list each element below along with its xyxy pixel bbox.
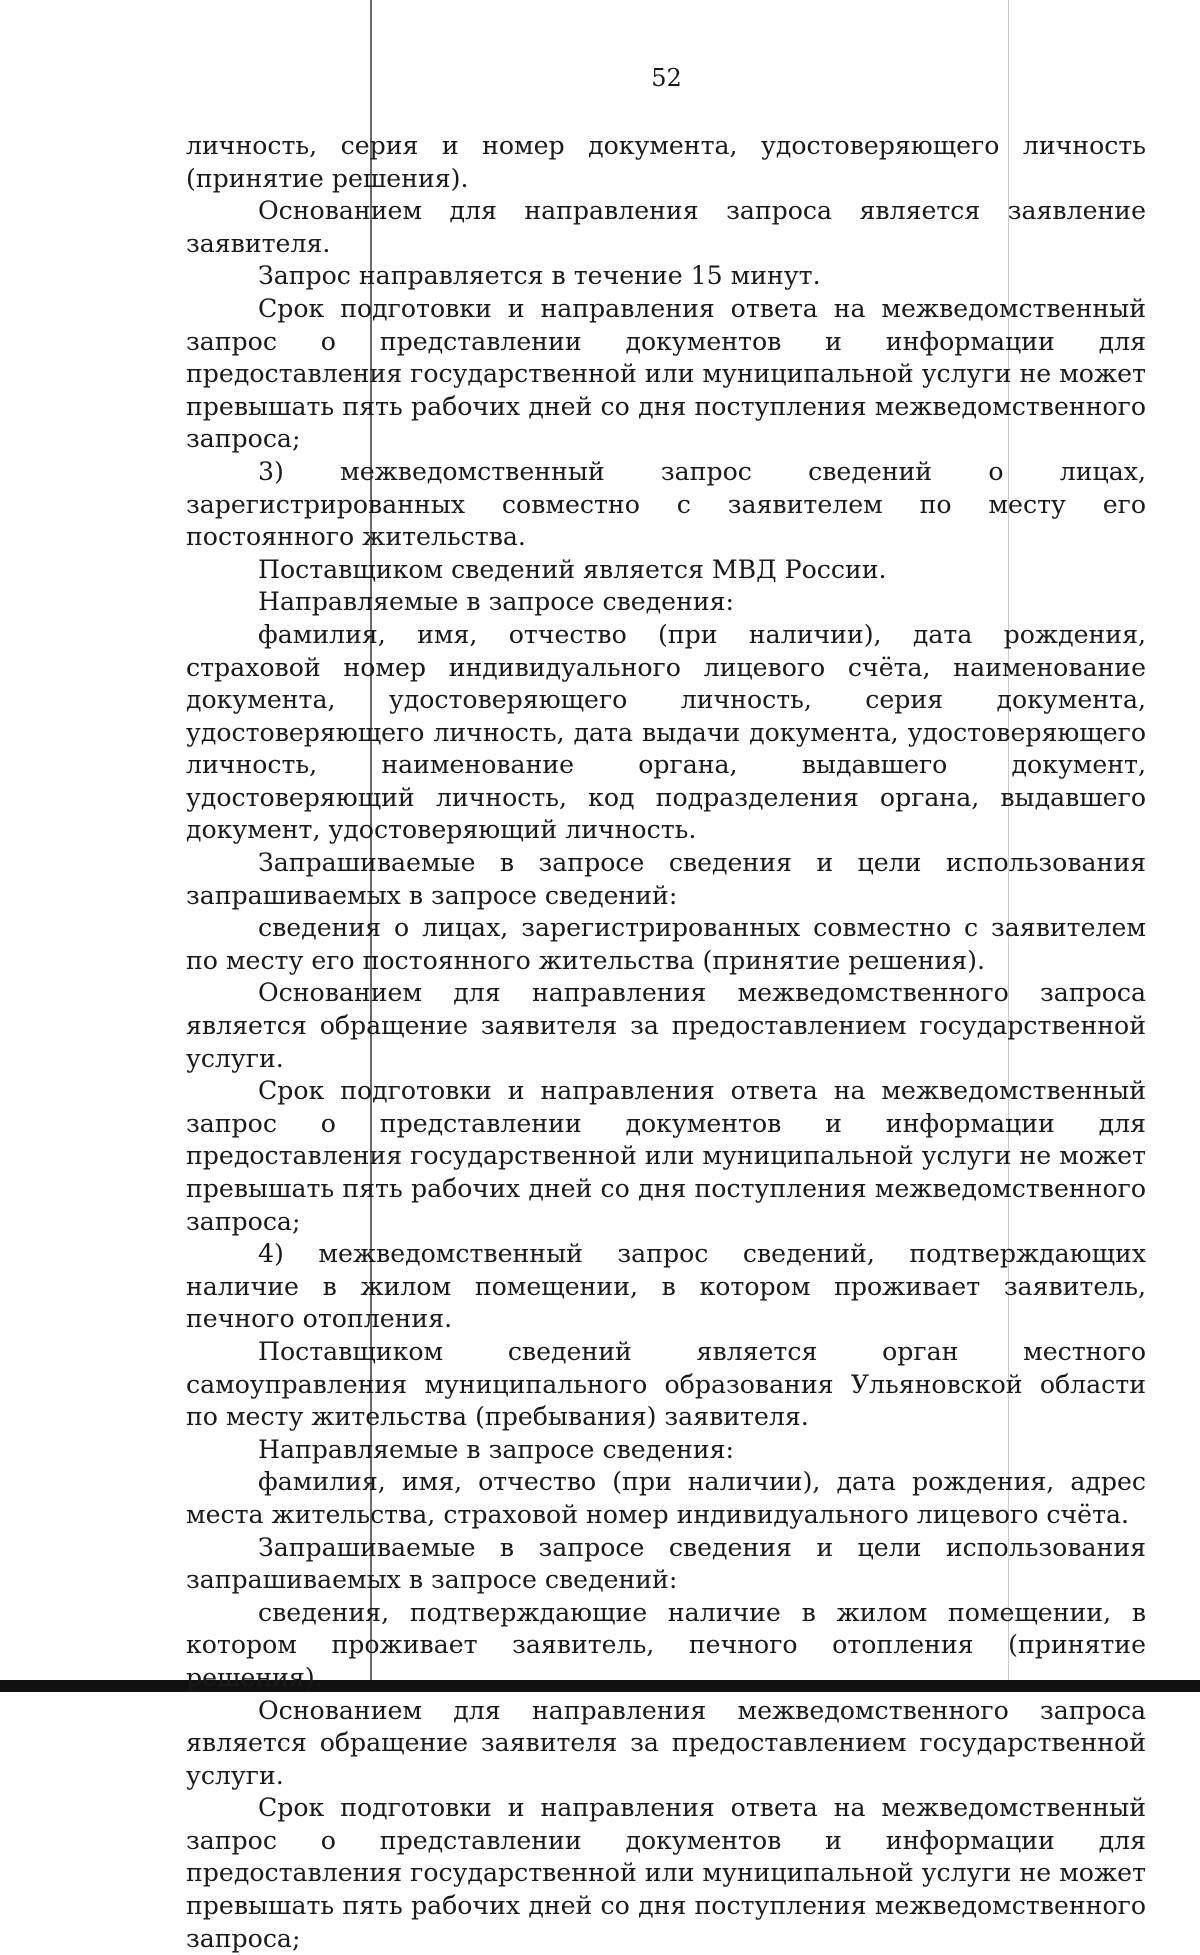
paragraph: Основанием для направления межведомственного запроса является обращение заявителя за предоставлением государственной услуги.	[186, 978, 1146, 1073]
paragraph: Запрашиваемые в запросе сведения и цели использования запрашиваемых в запросе сведений:	[186, 848, 1146, 910]
paragraph: Поставщиком сведений является орган местного самоуправления муниципального образования Ульяновской области по месту жительства (пребывания) заявителя.	[186, 1336, 1146, 1432]
paragraph: 4) межведомственный запрос сведений, подтверждающих наличие в жилом помещении, в котором проживает заявитель, печного отопления.	[186, 1239, 1146, 1334]
paragraph: Запрашиваемые в запросе сведения и цели использования запрашиваемых в запросе сведений:	[186, 1532, 1146, 1595]
paragraph: фамилия, имя, отчество (при наличии), дата рождения, адрес места жительства, страховой номер индивидуального лицевого счёта.	[186, 1467, 1146, 1529]
paragraph: фамилия, имя, отчество (при наличии), дата рождения, страховой номер индивидуального лицевого счёта, наименование документа, удостоверяющего личность, серия документа, удостоверяющего личность, дата выдачи документа, удостоверяющего личность, наименование органа, выдавшего документ, удостоверяющий личность, код подразделения органа, выдавшего документ, удостоверяющий личность.	[186, 619, 1146, 845]
paragraph: Основанием для направления запроса является заявление заявителя.	[186, 196, 1146, 258]
paragraph: Срок подготовки и направления ответа на межведомственный запрос о представлении документов и информации для предоставления государственной или муниципальной услуги не может превышать пять рабочих дней со дня поступления межведомственного запроса;	[186, 1076, 1146, 1236]
document-body	[186, 130, 1146, 1955]
page-number: 52	[651, 64, 682, 92]
paragraph: Запрос направляется в течение 15 минут.	[258, 261, 821, 291]
paragraph: Срок подготовки и направления ответа на межведомственный запрос о представлении документов и информации для предоставления государственной или муниципальной услуги не может превышать пять рабочих дней со дня поступления межведомственного запроса;	[186, 293, 1146, 454]
paragraph: 3) межведомственный запрос сведений о лицах, зарегистрированных совместно с заявителем по месту его постоянного жительства.	[186, 456, 1146, 552]
paragraph: личность, серия и номер документа, удостоверяющего личность (принятие решения).	[186, 131, 1146, 193]
paragraph: Направляемые в запросе сведения:	[258, 587, 735, 617]
paragraph: сведения о лицах, зарегистрированных совместно с заявителем по месту его постоянного жительства (принятие решения).	[186, 913, 1146, 975]
paragraph: Направляемые в запросе сведения:	[258, 1434, 735, 1464]
paragraph: Срок подготовки и направления ответа на межведомственный запрос о представлении документов и информации для предоставления государственной или муниципальной услуги не может превышать пять рабочих дней со дня поступления межведомственного запроса;	[186, 1793, 1146, 1953]
paragraph: сведения, подтверждающие наличие в жилом помещении, в котором проживает заявитель, печного отопления (принятие решения).	[186, 1597, 1146, 1692]
paragraph: Основанием для направления межведомственного запроса является обращение заявителя за предоставлением государственной услуги.	[186, 1695, 1146, 1790]
paragraph: Поставщиком сведений является МВД России.	[258, 554, 887, 584]
